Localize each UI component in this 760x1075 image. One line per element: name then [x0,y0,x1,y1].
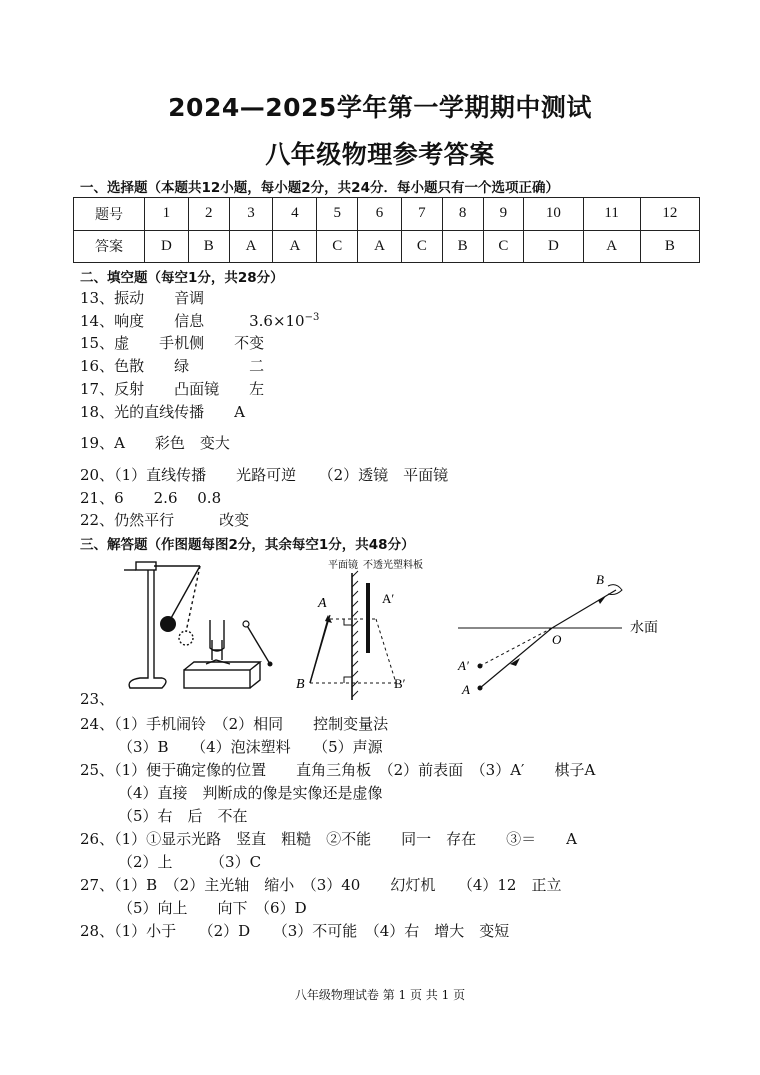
answer-line-22: 22、仍然平行 改变 [80,511,250,529]
table-cell: C [401,230,442,263]
answer-line-24a: 24、（1）手机闹铃 （2）相同 控制变量法 [80,715,389,733]
answer-line-19: 19、A 彩色 变大 [80,434,230,452]
table-cell: B [640,230,699,263]
mirror-label: 平面镜 [328,560,358,571]
table-header-a: 答案 [74,230,145,263]
table-cell: 6 [358,198,402,231]
table-cell: A [583,230,640,263]
table-cell: A [229,230,273,263]
answer-table [73,197,700,263]
table-cell: D [524,230,583,263]
table-cell: C [317,230,358,263]
point-a-prime-label: A′ [382,591,395,606]
table-cell: B [188,230,229,263]
table-cell: A [358,230,402,263]
answer-line-23: 23、 [80,690,115,708]
table-cell: 3 [229,198,273,231]
table-cell: 7 [401,198,442,231]
answer-line-24b: （3）B （4）泡沫塑料 （5）声源 [118,738,383,756]
answer-line-25a: 25、（1）便于确定像的位置 直角三角板 （2）前表面 （3）A′ 棋子A [80,761,596,779]
answer-line-28: 28、（1）小于 （2）D （3）不可能 （4）右 增大 变短 [80,922,510,940]
water-surface-label: 水面 [630,621,658,636]
exponent: −3 [304,312,320,323]
table-cell: 12 [640,198,699,231]
table-cell: 5 [317,198,358,231]
table-cell: B [442,230,483,263]
answer-line-16: 16、色散 绿 二 [80,357,265,375]
table-cell: 2 [188,198,229,231]
answer-line-20: 20、（1）直线传播 光路可逆 （2）透镜 平面镜 [80,466,449,484]
answer-line-27b: （5）向上 向下 （6）D [118,899,307,917]
section-2-heading: 二、填空题（每空1分，共28分） [80,270,284,286]
refraction-diagram [450,568,680,703]
table-cell: 8 [442,198,483,231]
board-label: 不透光塑料板 [363,560,423,571]
point-o-label: O [552,632,562,647]
section-1-heading: 一、选择题（本题共12小题，每小题2分，共24分．每小题只有一个选项正确） [80,180,559,196]
answer-line-17: 17、反射 凸面镜 左 [80,380,265,398]
point-a-prime-label: A′ [458,658,469,673]
answer-line-18: 18、光的直线传播 A [80,403,245,421]
table-cell: 9 [483,198,524,231]
table-row-answers [74,230,700,263]
table-cell: 1 [145,198,189,231]
table-row-numbers [74,198,700,231]
table-header-q: 题号 [74,198,145,231]
title-line-2: 八年级物理参考答案 [265,140,495,169]
answer-line-14 [80,310,319,331]
answer-line-26b: （2）上 （3）C [118,853,262,871]
table-cell: C [483,230,524,263]
table-cell: 10 [524,198,583,231]
answer-line-13: 13、振动 音调 [80,289,205,307]
answer-line-25b: （4）直接 判断成的像是实像还是虚像 [118,784,383,802]
section-3-heading: 三、解答题（作图题每图2分，其余每空1分，共48分） [80,537,415,553]
page-footer: 八年级物理试卷 第 1 页 共 1 页 [294,988,466,1002]
plane-mirror-diagram [290,555,430,705]
point-b-label: B [596,572,604,587]
point-b-label: B [296,677,305,692]
table-cell: 11 [583,198,640,231]
table-cell: 4 [273,198,317,231]
answer-line-14-text: 14、响度 信息 3.6×10 [80,312,305,330]
answer-line-21: 21、6 2.6 0.8 [80,489,222,507]
title-line-1: 2024—2025学年第一学期期中测试 [168,93,592,122]
table-cell: D [145,230,189,263]
answer-line-27a: 27、（1）B （2）主光轴 缩小 （3）40 幻灯机 （4）12 正立 [80,876,562,894]
point-a-label: A [318,596,327,611]
tuning-fork-diagram [118,560,278,705]
point-b-prime-label: B′ [394,676,406,691]
table-cell: A [273,230,317,263]
point-a-label: A [462,682,470,697]
answer-line-15: 15、虚 手机侧 不变 [80,334,265,352]
answer-line-25c: （5）右 后 不在 [118,807,248,825]
answer-line-26a: 26、（1）①显示光路 竖直 粗糙 ②不能 同一 存在 ③＝ A [80,830,577,848]
